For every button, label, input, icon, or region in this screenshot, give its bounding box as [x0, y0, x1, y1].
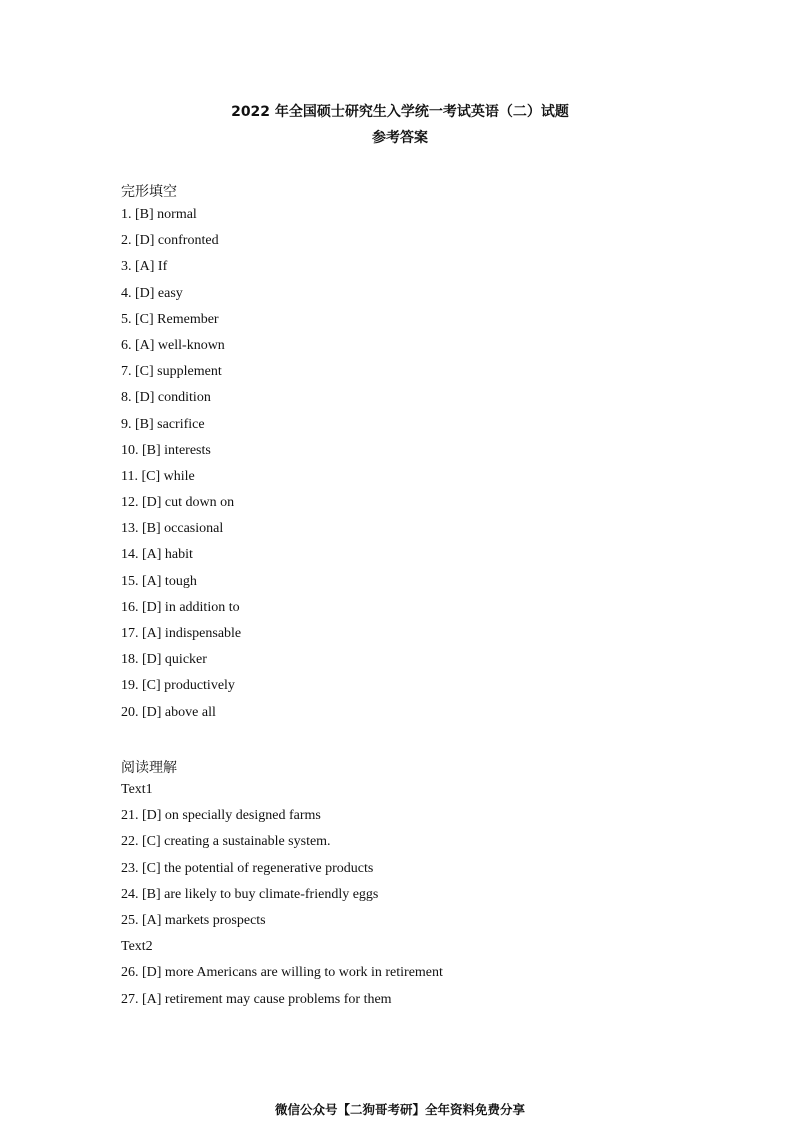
answer-item: 22. [C] creating a sustainable system. — [121, 834, 331, 850]
answer-item: 1. [B] normal — [121, 207, 197, 222]
answer-item: 2. [D] confronted — [121, 233, 219, 249]
answer-item: 15. [A] tough — [121, 573, 197, 589]
answer-item: 7. [C] supplement — [121, 364, 222, 380]
answer-item: 10. [B] interests — [121, 442, 211, 458]
answer-item: 21. [D] on specially designed farms — [121, 808, 321, 824]
answer-item: 14. [A] habit — [121, 547, 193, 563]
answer-item: 25. [A] markets prospects — [121, 912, 266, 928]
answer-item: 13. [B] occasional — [121, 521, 224, 537]
answer-item: 11. [C] while — [121, 468, 195, 484]
answer-item: 26. [D] more Americans are willing to work in retirement — [121, 965, 443, 981]
answer-item: 18. [D] quicker — [121, 652, 207, 668]
document-subtitle: 参考答案 — [372, 130, 428, 146]
document-title: 2022 年全国硕士研究生入学统一考试英语（二）试题 — [231, 104, 569, 120]
answer-item: 12. [D] cut down on — [121, 495, 235, 511]
answer-item: 16. [D] in addition to — [121, 599, 240, 615]
answer-item: 4. [D] easy — [121, 285, 183, 301]
footer-note: 微信公众号【二狗哥考研】全年资料免费分享 — [274, 1102, 525, 1117]
answer-item: 9. [B] sacrifice — [121, 416, 205, 432]
section-heading-reading: 阅读理解 — [121, 760, 177, 776]
cloze-answer-list — [121, 202, 241, 726]
answer-item: 6. [A] well-known — [121, 337, 225, 353]
answer-item: 5. [C] Remember — [121, 311, 219, 327]
reading-answer-list — [121, 777, 443, 1013]
answer-item: 17. [A] indispensable — [121, 626, 242, 641]
answer-item: 19. [C] productively — [121, 678, 235, 694]
section-heading-cloze: 完形填空 — [121, 184, 177, 200]
answer-item: 20. [D] above all — [121, 704, 216, 720]
answer-item: 23. [C] the potential of regenerative products — [121, 860, 374, 876]
answer-item: 27. [A] retirement may cause problems for them — [121, 991, 392, 1007]
text-label: Text2 — [121, 939, 153, 955]
answer-item: 8. [D] condition — [121, 390, 211, 406]
answer-item: 3. [A] If — [121, 259, 168, 275]
text-label: Text1 — [121, 782, 153, 797]
answer-item: 24. [B] are likely to buy climate-friendly eggs — [121, 886, 379, 902]
